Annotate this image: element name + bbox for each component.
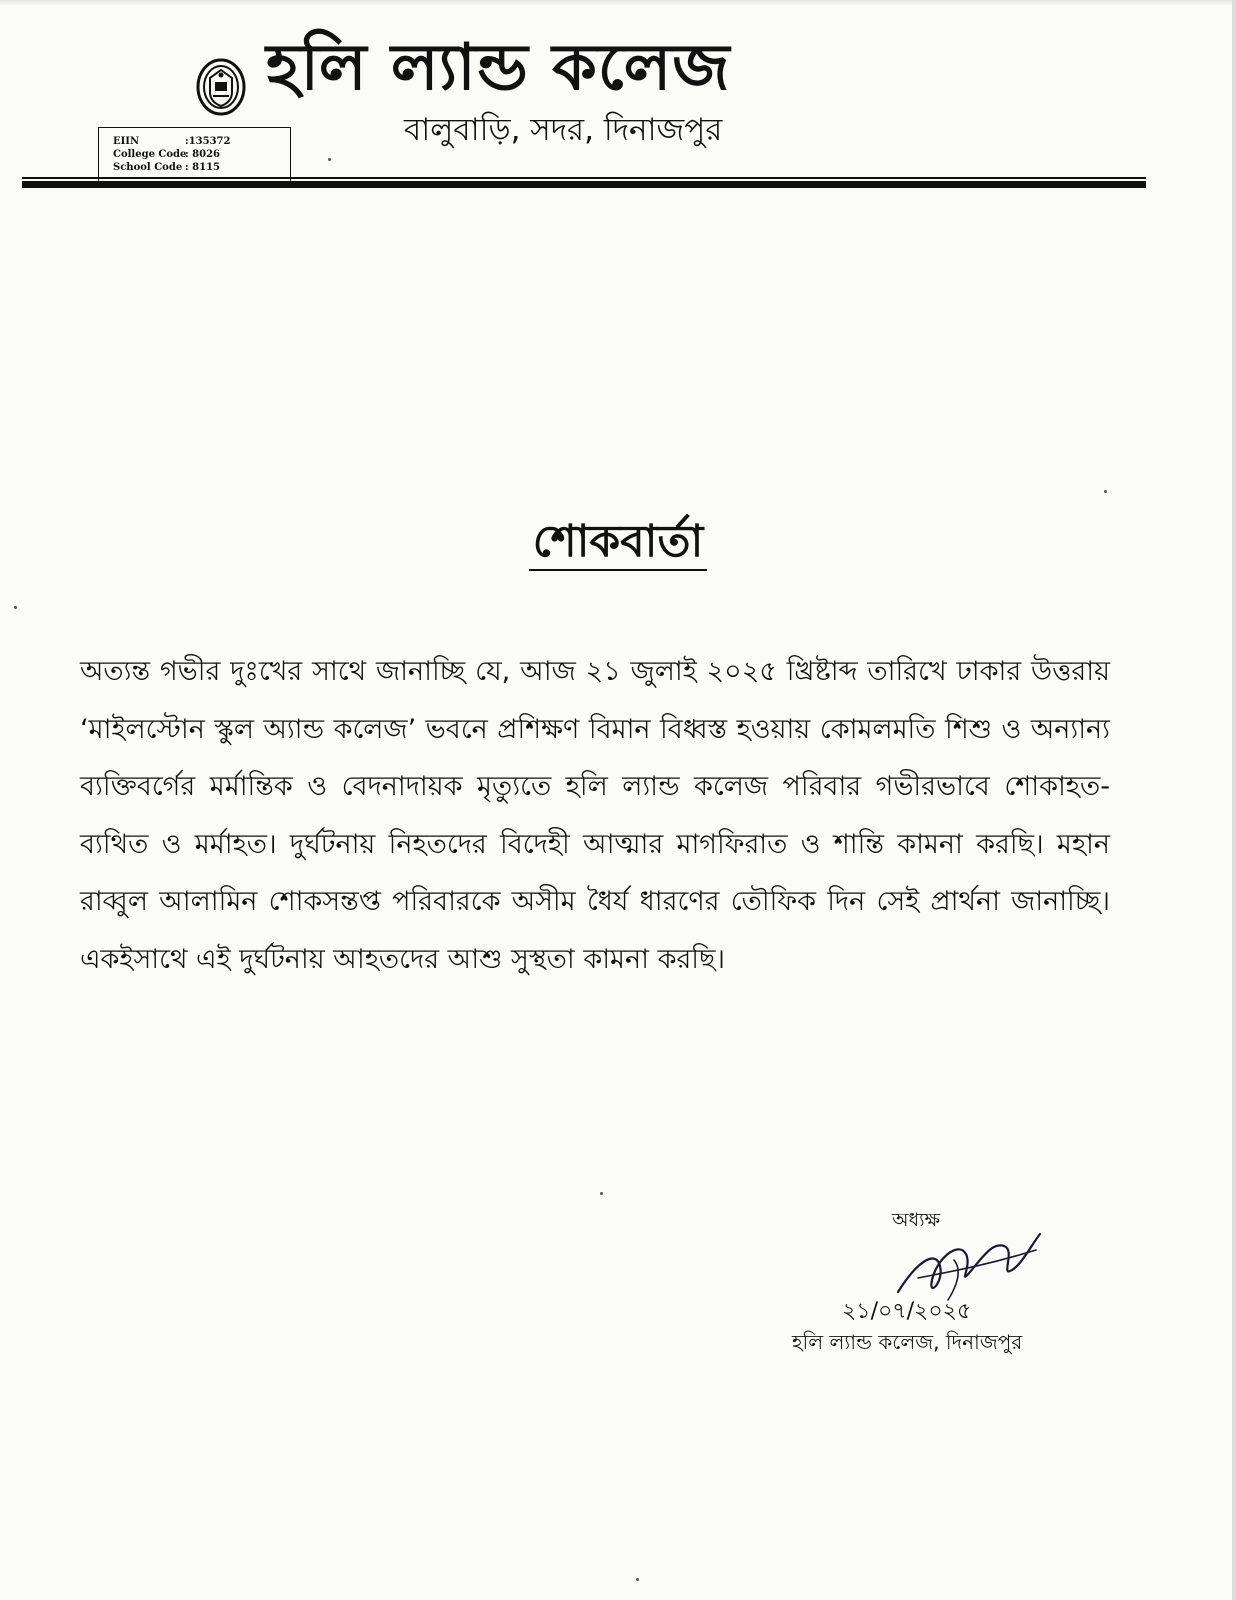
scan-speck [14,606,17,609]
college-code-row [113,148,290,161]
code-value: :135372 [185,136,231,147]
school-code-row [113,161,290,174]
college-seal-logo [196,58,246,116]
notice-heading [0,516,1236,569]
signature-organization: হলি ল্যান্ড কলেজ, দিনাজপুর [792,1330,1023,1354]
scan-right-edge [1232,0,1236,1600]
scan-speck [600,1192,603,1195]
code-label: EIIN [113,136,140,147]
college-name: হলি ল্যান্ড কলেজ [266,31,731,105]
signature-block [760,1206,1090,1376]
code-value: : 8115 [185,162,221,173]
college-address: বালুবাড়ি, সদর, দিনাজপুর [404,112,723,148]
notice-body: অত্যন্ত গভীর দুঃখের সাথে জানাচ্ছি যে, আজ ২১ জুলাই ২০২৫ খ্রিষ্টাব্দ তারিখে ঢাকার উত্তরায় ‘মাইলস্টোন স্কুল অ্যান্ড কলেজ’ ভবনে প্রশিক্ষণ বিমান বিধ্বস্ত হওয়ায় কোমলমতি শিশু ও অন্যান্য ব্যক্তিবর্গের মর্মান্তিক ও বেদনাদায়ক মৃত্যুতে হলি ল্যান্ড কলেজ পরিবার গভীরভাবে শোকাহত-ব্যথিত ও মর্মাহত। দুর্ঘটনায় নিহতদের বিদেহী আত্মার মাগফিরাত ও শান্তি কামনা করছি। মহান রাব্বুল আলামিন শোকসন্তপ্ত পরিবারকে অসীম ধৈর্য ধারণের তৌফিক দিন সেই প্রার্থনা জানাচ্ছি। একইসাথে এই দুর্ঘটনায় আহতদের আশু সুস্থতা কামনা করছি। [80,656,1110,975]
code-label: School Code [113,162,183,173]
header-divider-thick [22,181,1146,188]
scan-top-edge [0,0,1236,6]
eiin-row [113,135,290,148]
code-value: : 8026 [185,149,221,160]
principal-title: অধ্যক্ষ [892,1209,941,1231]
notice-heading-text: শোকবার্তা [529,516,707,571]
code-label: College Code [113,149,187,160]
signature-date: ২১/০৭/২০২৫ [842,1299,972,1324]
header-divider-thin [22,177,1146,179]
scan-speck [636,1578,639,1581]
scan-speck [1104,490,1107,493]
scan-speck [328,158,331,161]
